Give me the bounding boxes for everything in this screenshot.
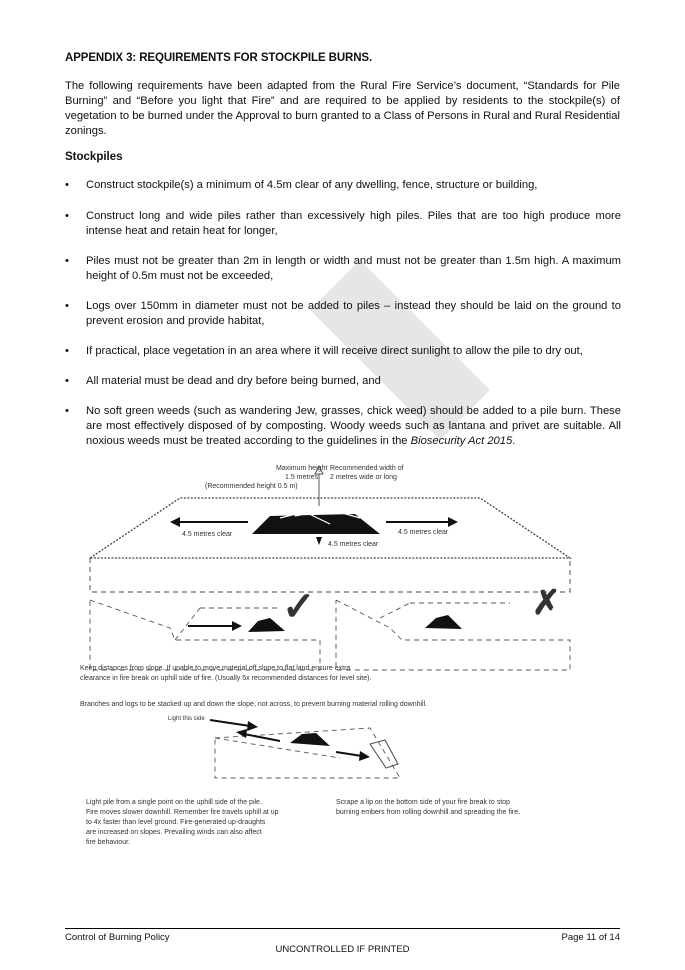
requirements-list: [65, 178, 621, 464]
list-item: [65, 299, 621, 329]
max-height-label-2: 1.5 metres: [285, 474, 319, 481]
pile-icon: [290, 733, 330, 746]
list-item-text: All material must be dead and dry before being burned, and: [86, 375, 381, 387]
height-arrow: [315, 466, 323, 506]
pile-icon: [248, 618, 285, 632]
bullet-icon: •: [65, 345, 69, 357]
left-caption-1: Light pile from a single point on the uphill side of the pile.: [86, 799, 262, 806]
list-item-text: Piles must not be greater than 2m in length or width and must not be greater than 1.5m high. A maximum height of 0.5m must not be exceeded,: [86, 255, 621, 282]
list-item: [65, 374, 621, 389]
max-height-label-1: Maximum height: [276, 465, 328, 472]
list-item-end: .: [512, 435, 516, 447]
bullet-icon: •: [65, 179, 69, 191]
left-caption-3: to 4x faster than level ground. Fire-generated up-draughts: [86, 819, 266, 826]
list-item: [65, 404, 621, 449]
footer-uncontrolled-notice: UNCONTROLLED IF PRINTED: [275, 944, 410, 955]
left-caption-4: are increased on slopes. Prevailing winds can also affect: [86, 829, 262, 836]
stack-caption: Branches and logs to be stacked up and down the slope, not across, to prevent burning material rolling downhill.: [80, 701, 428, 708]
bullet-icon: •: [65, 375, 69, 387]
clear-bottom-label: 4.5 metres clear: [328, 541, 379, 548]
cross-icon: ✗: [532, 584, 561, 622]
uphill-arrow: [188, 621, 242, 631]
bullet-icon: •: [65, 210, 69, 222]
check-icon: ✓: [282, 585, 316, 629]
pile-icon: [252, 506, 380, 534]
list-item-text: Logs over 150mm in diameter must not be added to piles – instead they should be laid on the ground to prevent erosion and provide habitat,: [86, 300, 621, 327]
bullet-icon: •: [65, 405, 69, 417]
list-item-text: Construct long and wide piles rather than excessively high piles. Piles that are too high produce more intense heat and retain heat for longer,: [86, 210, 621, 237]
stockpiles-subheading: Stockpiles: [65, 151, 123, 163]
bullet-icon: •: [65, 300, 69, 312]
max-height-label-3: (Recommended height 0.5 m): [205, 483, 298, 490]
lip-icon: [370, 740, 398, 768]
footer-page-number: Page 11 of 14: [561, 932, 620, 943]
clear-right-label: 4.5 metres clear: [398, 529, 449, 536]
slope-caption-1: Keep distances from slope. If unable to move material off slope to flat land ensure extra: [80, 665, 351, 672]
light-side-label: Light this side: [168, 716, 205, 722]
bullet-icon: •: [65, 255, 69, 267]
act-name: Biosecurity Act 2015: [410, 435, 513, 447]
pile-icon: [425, 615, 462, 629]
list-item: [65, 178, 621, 193]
width-label-1: Recommended width of: [330, 465, 404, 472]
clear-left-label: 4.5 metres clear: [182, 531, 233, 538]
list-item-text: Construct stockpile(s) a minimum of 4.5m clear of any dwelling, fence, structure or building,: [86, 179, 538, 191]
slope-caption-2: clearance in fire break on uphill side of fire. (Usually 5x recommended distances for level site).: [80, 675, 372, 682]
list-item: [65, 254, 621, 284]
intro-paragraph: The following requirements have been adapted from the Rural Fire Service’s document, “Standards for Pile Burning” and “Before you light that Fire” and are required to be applied by residents to the stockpile(s) of vegetation to be burned under the Approval to burn granted to a Class of Persons in Rural and Rural Residential zonings.: [65, 80, 620, 137]
stockpile-diagram: [80, 458, 580, 858]
right-caption-2: burning embers from rolling downhill and spreading the fire.: [336, 809, 521, 816]
light-arrows: [210, 720, 370, 761]
left-caption-2: Fire moves slower downhill. Remember fire travels uphill at up: [86, 809, 279, 816]
footer-divider: [65, 928, 620, 929]
list-item-text: If practical, place vegetation in an area where it will receive direct sunlight to allow the pile to dry out,: [86, 345, 583, 357]
list-item-text: No soft green weeds (such as wandering Jew, grasses, chick weed) should be added to a pile burn. These are most effectively disposed of by composting. Woody weeds such as lantana and privet are suitable. All noxious weeds must be treated according to the guidelines in the: [86, 405, 621, 447]
footer-policy-name: Control of Burning Policy: [65, 932, 170, 943]
list-item: [65, 209, 621, 239]
left-caption-5: fire behaviour.: [86, 839, 130, 846]
width-label-2: 2 metres wide or long: [330, 474, 397, 481]
appendix-heading: APPENDIX 3: REQUIREMENTS FOR STOCKPILE BURNS.: [65, 52, 373, 64]
list-item: [65, 344, 621, 359]
right-caption-1: Scrape a lip on the bottom side of your fire break to stop: [336, 799, 510, 806]
